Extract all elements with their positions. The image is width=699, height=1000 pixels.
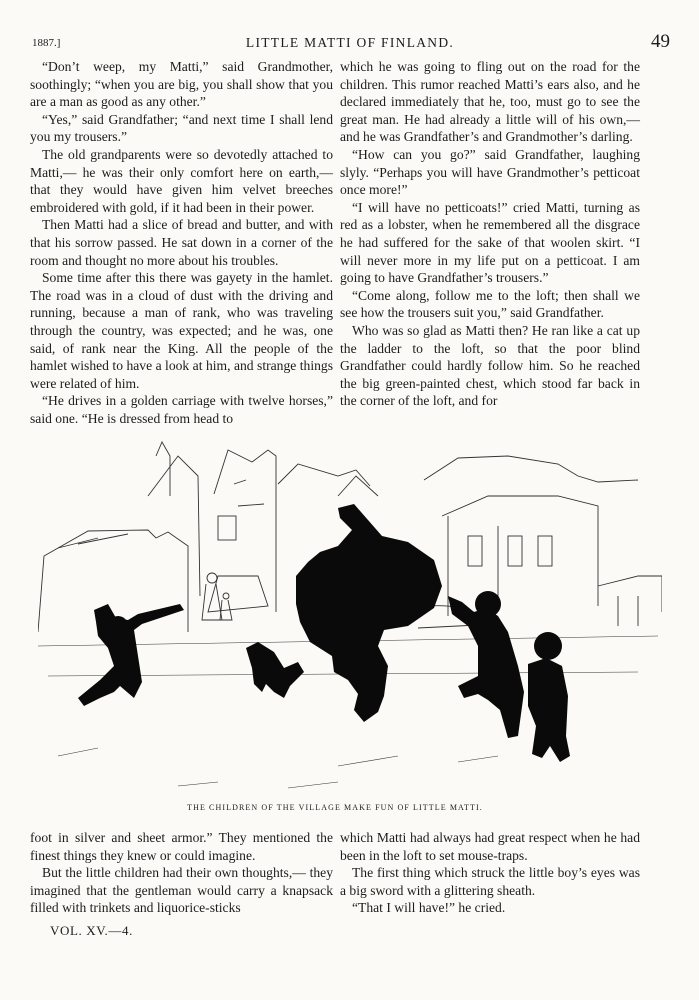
paragraph: Some time after this there was gayety in the hamlet. The road was in a cloud of dust with the driving and running, because a man of rank, who was traveling through the country, was expected; and he was, one said, of rank near the King. All the people of the hamlet wished to have a look at him, and strange things were related of him. (30, 270, 333, 391)
volume-marker: VOL. XV.—4. (50, 922, 133, 938)
running-title: LITTLE MATTI OF FINLAND. (245, 35, 455, 50)
illustration-caption: THE CHILDREN OF THE VILLAGE MAKE FUN OF LITTLE MATTI. (187, 803, 483, 812)
page-number: 49 (651, 31, 670, 52)
paragraph-continued: which he was going to fling out on the road for the children. This rumor reached Matti’s ears also, and he declared immediately that he, too, must go to see the great man. He had already a little will of his own,— and he was Grandfather’s and Grandmother’s darling. (340, 59, 640, 145)
paragraph: “He drives in a golden carriage with twelve horses,” said one. “He is dressed from head to (30, 393, 333, 426)
column-top-left (30, 58, 333, 427)
silhouette-illustration (38, 436, 662, 792)
issue-date: 1887.] (32, 37, 61, 49)
paragraph-continued: which Matti had always had great respect when he had been in the loft to set mouse-traps. (340, 830, 640, 863)
paragraph: “That I will have!” he cried. (352, 900, 506, 916)
paragraph: “Don’t weep, my Matti,” said Grandmother, soothingly; “when you are big, you shall show that you are a man as good as any other.” (30, 59, 333, 110)
paragraph: The first thing which struck the little boy’s eyes was a big sword with a glittering sheath. (340, 865, 640, 898)
paragraph: The old grandparents were so devotedly attached to Matti,— he was their only comfort here on earth,— that they would have given him velvet breeches embroidered with gold, if it had been in their power. (30, 146, 333, 215)
paragraph-continued: foot in silver and sheet armor.” They mentioned the finest things they knew or could imagine. (30, 830, 333, 863)
paragraph: “Come along, follow me to the loft; then shall we see how the trousers suit you,” said Grandfather. (340, 287, 640, 321)
column-bottom-right (340, 829, 640, 917)
paragraph: “Yes,” said Grandfather; “and next time I shall lend you my trousers.” (30, 111, 333, 145)
column-bottom-left (30, 829, 333, 940)
running-head (30, 33, 670, 53)
paragraph: “I will have no petticoats!” cried Matti, turning as red as a lobster, when he remembered all the disgrace he had suffered for the sake of that woolen skirt. “I will never more in my life put on a petticoat. I am going to have Grandfather’s trousers.” (340, 199, 640, 286)
paragraph: But the little children had their own thoughts,— they imagined that the gentleman would carry a knapsack filled with trinkets and liquorice-sticks (30, 865, 333, 916)
paragraph: Who was so glad as Matti then? He ran like a cat up the ladder to the loft, so that the poor blind Grandfather could hardly follow him. So he reached the big green-painted chest, which stood far back in the corner of the loft, and for (340, 322, 640, 409)
column-top-right (340, 58, 640, 410)
paragraph: Then Matti had a slice of bread and butter, and with that his sorrow passed. He sat down in a corner of the room and thought no more about his troubles. (30, 217, 333, 268)
children-silhouettes (78, 504, 570, 762)
paragraph: “How can you go?” said Grandfather, laughing slyly. “Perhaps you will have Grandmother’s petticoat once more!” (340, 146, 640, 198)
